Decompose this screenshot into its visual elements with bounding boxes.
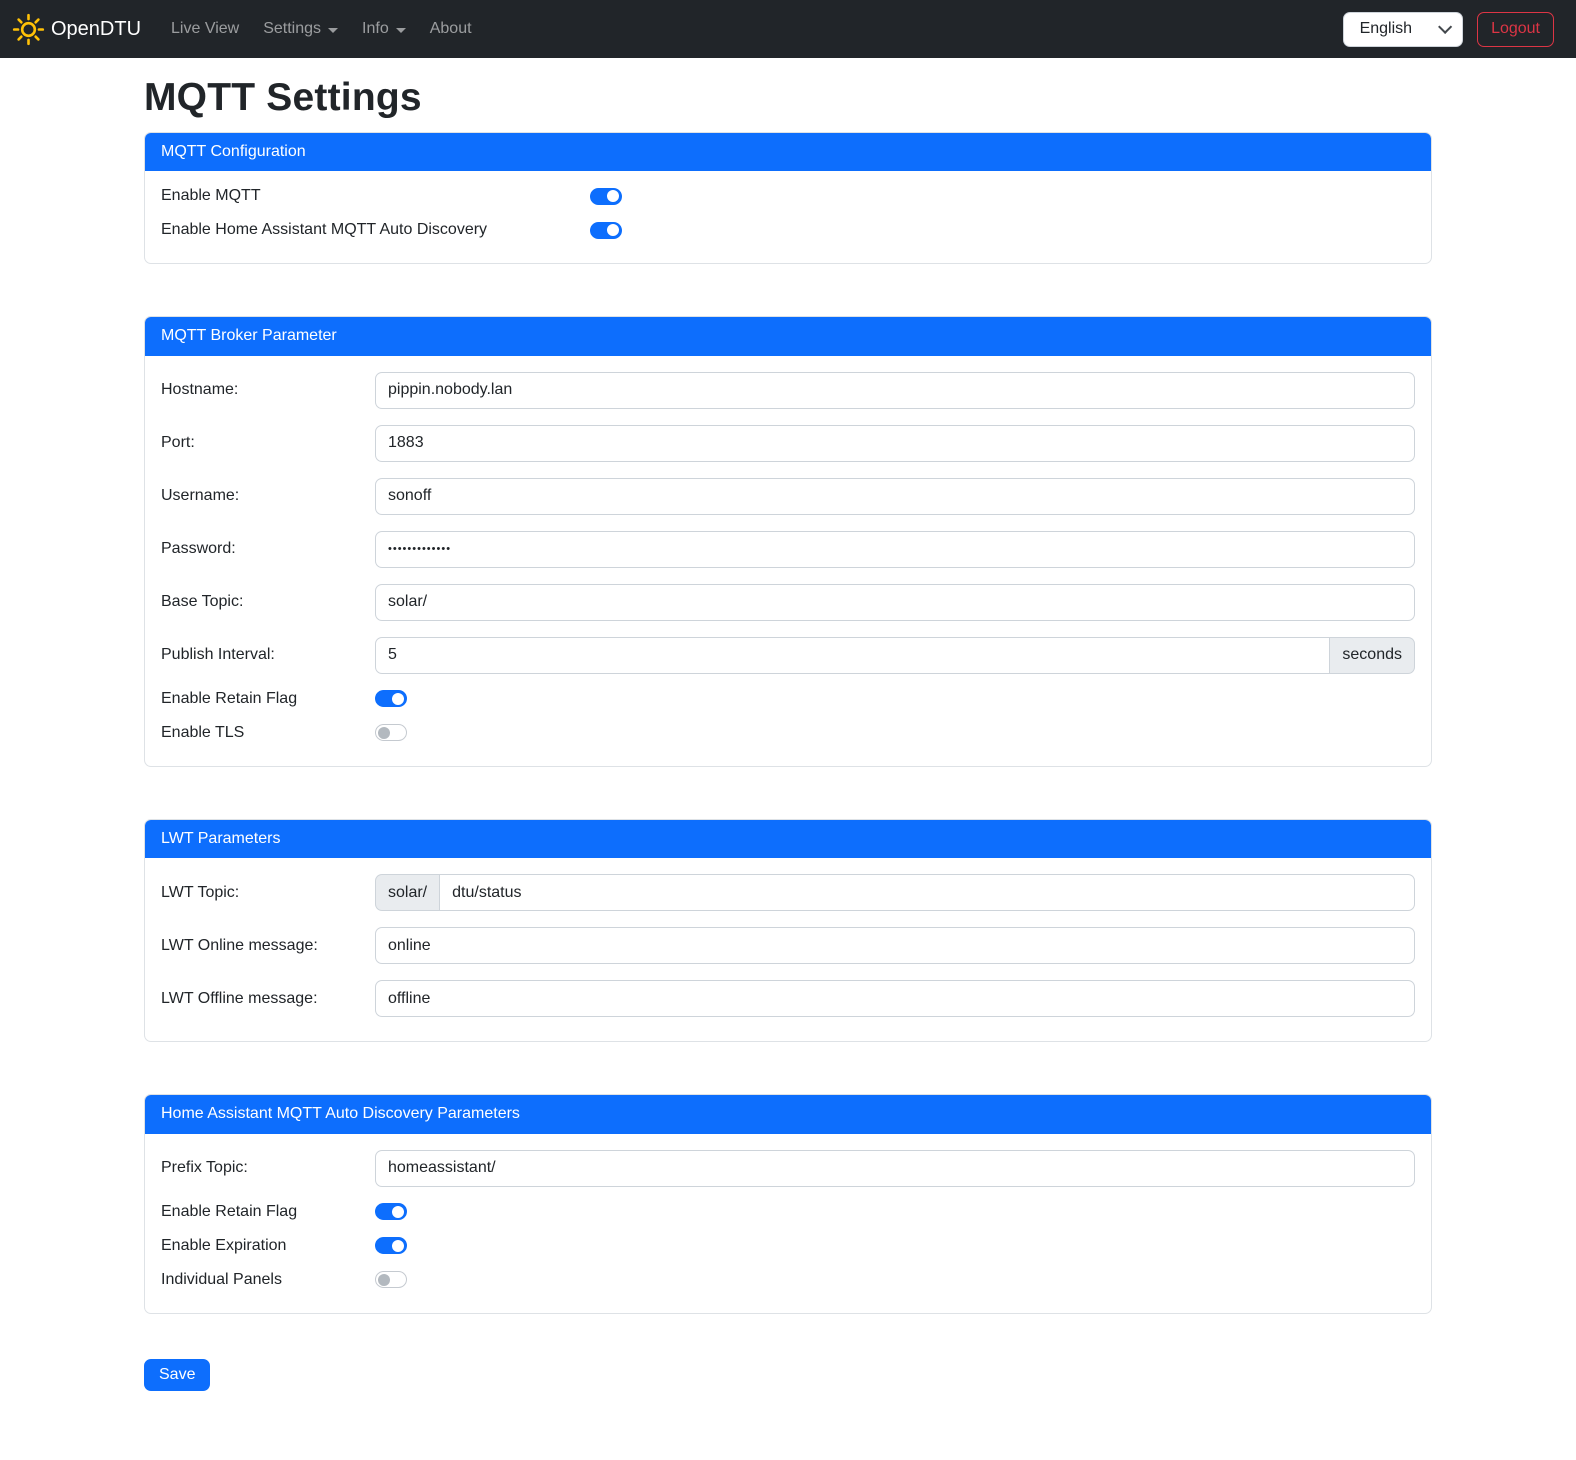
card-header: Home Assistant MQTT Auto Discovery Parameters	[145, 1095, 1431, 1133]
port-label: Port:	[161, 434, 195, 452]
base-topic-label: Base Topic:	[161, 593, 244, 611]
password-label: Password:	[161, 540, 236, 558]
nav-item-info[interactable]	[362, 12, 406, 46]
lwt-offline-message-input[interactable]	[375, 980, 1415, 1017]
card-mqtt-broker-parameter	[144, 316, 1432, 766]
enable-ha-discovery-label: Enable Home Assistant MQTT Auto Discovery	[161, 221, 488, 239]
password-input[interactable]	[375, 531, 1415, 568]
caret-down-icon	[328, 28, 338, 33]
caret-down-icon	[396, 28, 406, 33]
nav-item-label: Live View	[171, 20, 240, 37]
nav-links	[159, 12, 484, 46]
hostname-input[interactable]	[375, 372, 1415, 409]
navbar-right	[1343, 12, 1554, 47]
brand[interactable]	[12, 13, 141, 46]
card-header: MQTT Broker Parameter	[145, 317, 1431, 355]
nav-item-live-view[interactable]	[171, 12, 239, 46]
nav-item-about[interactable]	[430, 12, 472, 46]
brand-title: OpenDTU	[51, 17, 142, 40]
enable-ha-discovery-toggle[interactable]	[590, 222, 622, 239]
enable-expiration-toggle[interactable]	[375, 1237, 407, 1254]
lwt-online-message-label: LWT Online message:	[161, 936, 318, 954]
lwt-topic-label: LWT Topic:	[161, 883, 240, 901]
prefix-topic-input[interactable]	[375, 1150, 1415, 1187]
enable-tls-label: Enable TLS	[161, 723, 245, 741]
username-label: Username:	[161, 487, 240, 505]
chevron-down-icon	[1438, 20, 1452, 34]
publish-interval-input[interactable]	[375, 637, 1330, 674]
port-input[interactable]	[375, 425, 1415, 462]
hostname-label: Hostname:	[161, 381, 239, 399]
logout-button[interactable]: Logout	[1477, 12, 1554, 47]
enable-tls-toggle[interactable]	[375, 724, 407, 741]
publish-interval-label: Publish Interval:	[161, 646, 275, 664]
enable-mqtt-label: Enable MQTT	[161, 187, 261, 205]
hass-retain-flag-label: Enable Retain Flag	[161, 1202, 298, 1220]
enable-expiration-label: Enable Expiration	[161, 1236, 287, 1254]
individual-panels-toggle[interactable]	[375, 1271, 407, 1288]
card-hass-discovery-parameters	[144, 1094, 1432, 1313]
navbar	[0, 0, 1576, 58]
lwt-offline-message-label: LWT Offline message:	[161, 989, 318, 1007]
hass-retain-flag-toggle[interactable]	[375, 1203, 407, 1220]
main-content	[144, 76, 1432, 1417]
enable-retain-flag-label: Enable Retain Flag	[161, 689, 298, 707]
lwt-online-message-input[interactable]	[375, 927, 1415, 964]
card-mqtt-configuration	[144, 132, 1432, 264]
lwt-topic-input[interactable]	[439, 874, 1415, 911]
nav-item-label: Settings	[263, 20, 322, 37]
page-title: MQTT Settings	[144, 76, 422, 119]
card-header: LWT Parameters	[145, 820, 1431, 858]
nav-item-settings[interactable]	[263, 12, 338, 46]
card-header: MQTT Configuration	[145, 133, 1431, 171]
seconds-addon: seconds	[1330, 637, 1415, 674]
card-lwt-parameters	[144, 819, 1432, 1042]
username-input[interactable]	[375, 478, 1415, 515]
language-select[interactable]	[1343, 12, 1463, 47]
prefix-topic-label: Prefix Topic:	[161, 1159, 248, 1177]
save-button[interactable]: Save	[144, 1359, 210, 1391]
lwt-topic-prefix-addon: solar/	[375, 874, 439, 911]
enable-mqtt-toggle[interactable]	[590, 188, 622, 205]
nav-item-label: Info	[362, 20, 389, 37]
base-topic-input[interactable]	[375, 584, 1415, 621]
sun-icon	[12, 13, 45, 46]
nav-item-label: About	[429, 20, 472, 37]
enable-retain-flag-toggle[interactable]	[375, 690, 407, 707]
individual-panels-label: Individual Panels	[161, 1270, 282, 1288]
language-select-value: English	[1359, 20, 1413, 37]
